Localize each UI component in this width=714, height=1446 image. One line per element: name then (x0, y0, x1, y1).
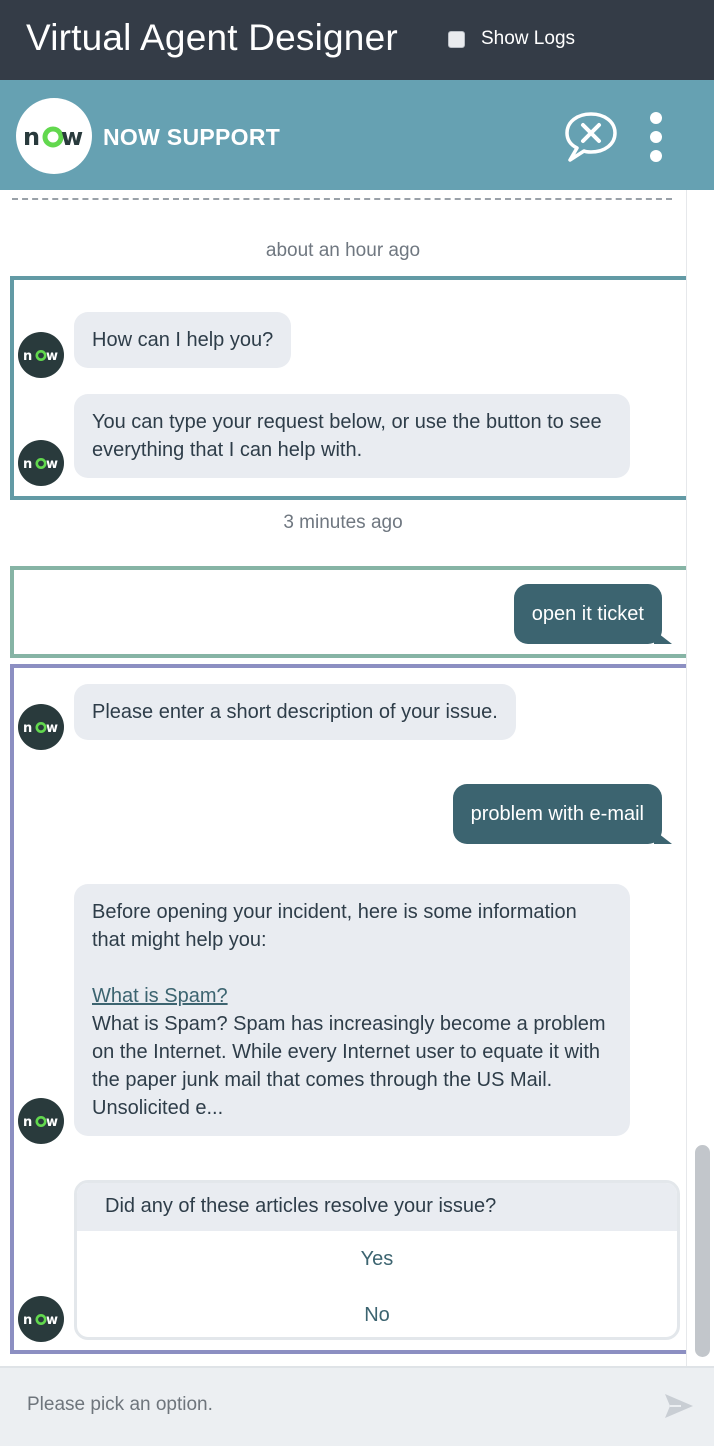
scrollbar-thumb[interactable] (695, 1145, 710, 1357)
svg-text:n: n (23, 123, 41, 149)
bot-avatar (18, 1098, 64, 1144)
option-yes-button[interactable]: Yes (360, 1248, 394, 1270)
bot-avatar (18, 440, 64, 486)
svg-text:n: n (23, 1115, 33, 1128)
timestamp: 3 minutes ago (283, 512, 403, 533)
chat-close-icon[interactable] (562, 110, 620, 164)
svg-text:w: w (46, 349, 59, 362)
svg-text:n: n (23, 349, 33, 362)
svg-text:w: w (61, 123, 84, 149)
user-message: open it ticket (514, 584, 662, 644)
history-divider (12, 198, 672, 200)
timestamp: about an hour ago (265, 240, 421, 261)
send-icon[interactable] (663, 1390, 695, 1422)
kb-intro-text: Before opening your incident, here is some information that might help you: (92, 901, 577, 951)
agent-name: NOW SUPPORT (103, 124, 281, 150)
svg-text:n: n (23, 1313, 33, 1326)
now-logo (16, 98, 92, 174)
bot-message: You can type your request below, or use the button to see everything that I can help with. (74, 394, 630, 478)
bot-avatar (18, 1296, 64, 1342)
show-logs-toggle[interactable] (448, 28, 575, 50)
bot-avatar (18, 332, 64, 378)
kb-snippet-text: What is Spam? Spam has increasingly become a problem on the Internet. While every Internet user to equate it with the paper junk mail that comes through the US Mail. Unsolicited e... (92, 1013, 606, 1119)
bot-message: Please enter a short description of your issue. (74, 684, 516, 740)
svg-text:w: w (46, 1115, 59, 1128)
svg-text:n: n (23, 457, 33, 470)
kb-article-message (74, 884, 630, 1136)
svg-text:w: w (46, 721, 59, 734)
svg-text:w: w (46, 1313, 59, 1326)
kebab-menu-icon[interactable] (644, 112, 668, 162)
svg-text:w: w (46, 457, 59, 470)
show-logs-checkbox[interactable] (448, 31, 465, 48)
option-no-button[interactable]: No (364, 1304, 390, 1326)
resolution-question-card (74, 1180, 680, 1340)
designer-topbar (0, 0, 714, 80)
kb-article-link[interactable]: What is Spam? (92, 985, 228, 1007)
chat-transcript (0, 190, 714, 1366)
svg-text:n: n (23, 721, 33, 734)
chat-header (0, 80, 714, 190)
message-input-bar (0, 1366, 714, 1446)
user-message: problem with e-mail (453, 784, 662, 844)
resolution-question: Did any of these articles resolve your issue? (77, 1183, 677, 1231)
message-input[interactable]: Please pick an option. (27, 1394, 213, 1415)
bot-avatar (18, 704, 64, 750)
show-logs-label[interactable]: Show Logs (481, 28, 576, 49)
bot-message: How can I help you? (74, 312, 291, 368)
app-title: Virtual Agent Designer (26, 17, 398, 58)
